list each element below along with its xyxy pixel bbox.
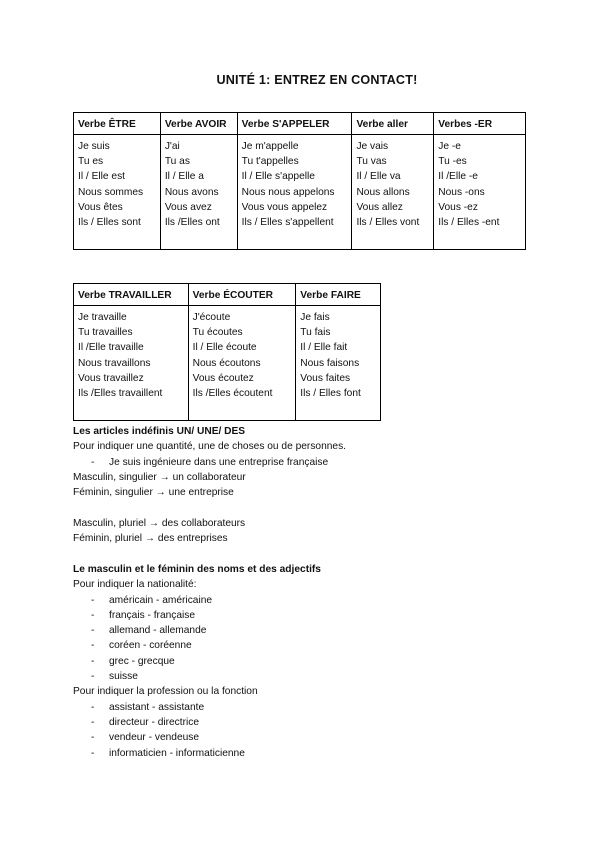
table-header-row: [74, 113, 526, 135]
conjugation-line: Nous allons: [356, 186, 410, 198]
conjugation-line: J'écoute: [192, 312, 231, 323]
conjugation-line: Tu as: [164, 156, 190, 168]
conjugation-line: Ils / Elles vont: [356, 217, 420, 229]
rule-line: Masculin, pluriel → des collaborateurs: [73, 517, 246, 529]
conjugation-line: Tu t'appelles: [241, 156, 299, 168]
list-item: - informaticien - informaticienne: [73, 746, 553, 761]
list-item: - vendeur - vendeuse: [73, 730, 553, 745]
conjugation-line: Je fais: [300, 312, 330, 323]
column-header: Verbe AVOIR: [160, 113, 237, 135]
conjugation-line: Je m'appelle: [241, 141, 299, 152]
section-intro: Pour indiquer une quantité, une de choses ou de personnes.: [73, 441, 346, 453]
conjugation-line: Je travaille: [78, 312, 127, 323]
example-list: [73, 455, 553, 470]
rule-line: Masculin, singulier → un collaborateur: [73, 471, 246, 483]
list-item: - grec - grecque: [73, 654, 553, 669]
list-item: - allemand - allemande: [73, 623, 553, 638]
conjugation-line: Tu fais: [300, 327, 331, 339]
conjugation-line: Ils /Elles écoutent: [192, 388, 273, 400]
section-intro: Pour indiquer la nationalité:: [73, 579, 197, 591]
conjugation-line: J'ai: [164, 141, 180, 152]
conjugation-cell: [296, 306, 381, 421]
list-item: - Je suis ingénieure dans une entreprise française: [73, 455, 553, 470]
gender-section: [73, 562, 553, 761]
conjugation-line: Je vais: [356, 141, 389, 152]
column-header: Verbe FAIRE: [296, 284, 381, 306]
conjugation-line: Tu écoutes: [192, 327, 243, 339]
conjugation-cell: [434, 135, 526, 250]
conjugation-line: Vous avez: [164, 201, 212, 213]
conjugation-line: Nous -ons: [438, 186, 485, 198]
conjugation-line: Je -e: [438, 141, 461, 152]
conjugation-line: Nous avons: [164, 186, 219, 198]
conjugation-line: Il / Elle s'appelle: [241, 171, 315, 183]
column-header: Verbe ÉCOUTER: [188, 284, 296, 306]
column-header: Verbe TRAVAILLER: [74, 284, 189, 306]
conjugation-line: Je suis: [78, 141, 110, 152]
page-title: UNITÉ 1: ENTREZ EN CONTACT!: [216, 73, 418, 87]
conjugation-line: Ils /Elles ont: [164, 217, 220, 229]
list-item: - directeur - directrice: [73, 715, 553, 730]
column-header: Verbe S'APPELER: [237, 113, 352, 135]
conjugation-cell: [352, 135, 434, 250]
conjugation-line: Tu -es: [438, 156, 467, 168]
rule-line: Féminin, pluriel → des entreprises: [73, 533, 228, 545]
conjugation-line: Vous allez: [356, 201, 403, 213]
conjugation-line: Il /Elle -e: [438, 171, 478, 183]
column-header: Verbes -ER: [434, 113, 526, 135]
list-item: - suisse: [73, 669, 553, 684]
table-row: [74, 306, 381, 421]
conjugation-line: Il / Elle a: [164, 171, 204, 183]
conjugation-line: Vous écoutez: [192, 372, 254, 384]
conjugation-line: Tu vas: [356, 156, 387, 168]
conjugation-line: Vous -ez: [438, 201, 478, 213]
conjugation-line: Vous travaillez: [78, 372, 144, 384]
section-heading: Le masculin et le féminin des noms et des adjectifs: [73, 564, 321, 575]
table-header-row: [74, 284, 381, 306]
list-item: - coréen - coréenne: [73, 638, 553, 653]
conjugation-line: Ils / Elles -ent: [438, 217, 500, 229]
section-heading: Les articles indéfinis UN/ UNE/ DES: [73, 426, 246, 437]
conjugation-line: Nous écoutons: [192, 357, 261, 369]
articles-section: [73, 424, 553, 546]
conjugation-table-1: [73, 112, 526, 250]
list-item: - français - française: [73, 608, 553, 623]
conjugation-line: Vous faites: [300, 372, 351, 384]
conjugation-line: Ils /Elles travaillent: [78, 388, 163, 400]
conjugation-cell: [74, 306, 189, 421]
list-item: - assistant - assistante: [73, 700, 553, 715]
conjugation-line: Nous nous appelons: [241, 186, 335, 198]
profession-list: [73, 700, 553, 761]
conjugation-cell: [188, 306, 296, 421]
conjugation-line: Ils / Elles s'appellent: [241, 217, 334, 229]
conjugation-line: Vous vous appelez: [241, 201, 328, 213]
conjugation-line: Il / Elle va: [356, 171, 401, 183]
column-header: Verbe ÊTRE: [74, 113, 161, 135]
section-intro: Pour indiquer la profession ou la fonction: [73, 686, 258, 698]
conjugation-line: Tu travailles: [78, 327, 133, 339]
conjugation-line: Il / Elle écoute: [192, 342, 257, 354]
list-item: - américain - américaine: [73, 593, 553, 608]
conjugation-line: Nous faisons: [300, 357, 360, 369]
conjugation-line: Nous sommes: [78, 186, 144, 198]
conjugation-line: Il /Elle travaille: [78, 342, 144, 354]
rule-line: Féminin, singulier → une entreprise: [73, 487, 234, 499]
column-header: Verbe aller: [352, 113, 434, 135]
nationality-list: [73, 593, 553, 685]
conjugation-line: Tu es: [78, 156, 104, 168]
conjugation-line: Vous êtes: [78, 201, 123, 213]
conjugation-cell: [74, 135, 161, 250]
table-row: [74, 135, 526, 250]
conjugation-line: Nous travaillons: [78, 357, 151, 369]
conjugation-line: Ils / Elles sont: [78, 217, 141, 229]
conjugation-line: Il / Elle fait: [300, 342, 348, 354]
conjugation-cell: [160, 135, 237, 250]
spacer: [73, 500, 553, 515]
conjugation-line: Il / Elle est: [78, 171, 125, 183]
conjugation-cell: [237, 135, 352, 250]
conjugation-line: Ils / Elles font: [300, 388, 361, 400]
conjugation-table-2: [73, 283, 381, 421]
